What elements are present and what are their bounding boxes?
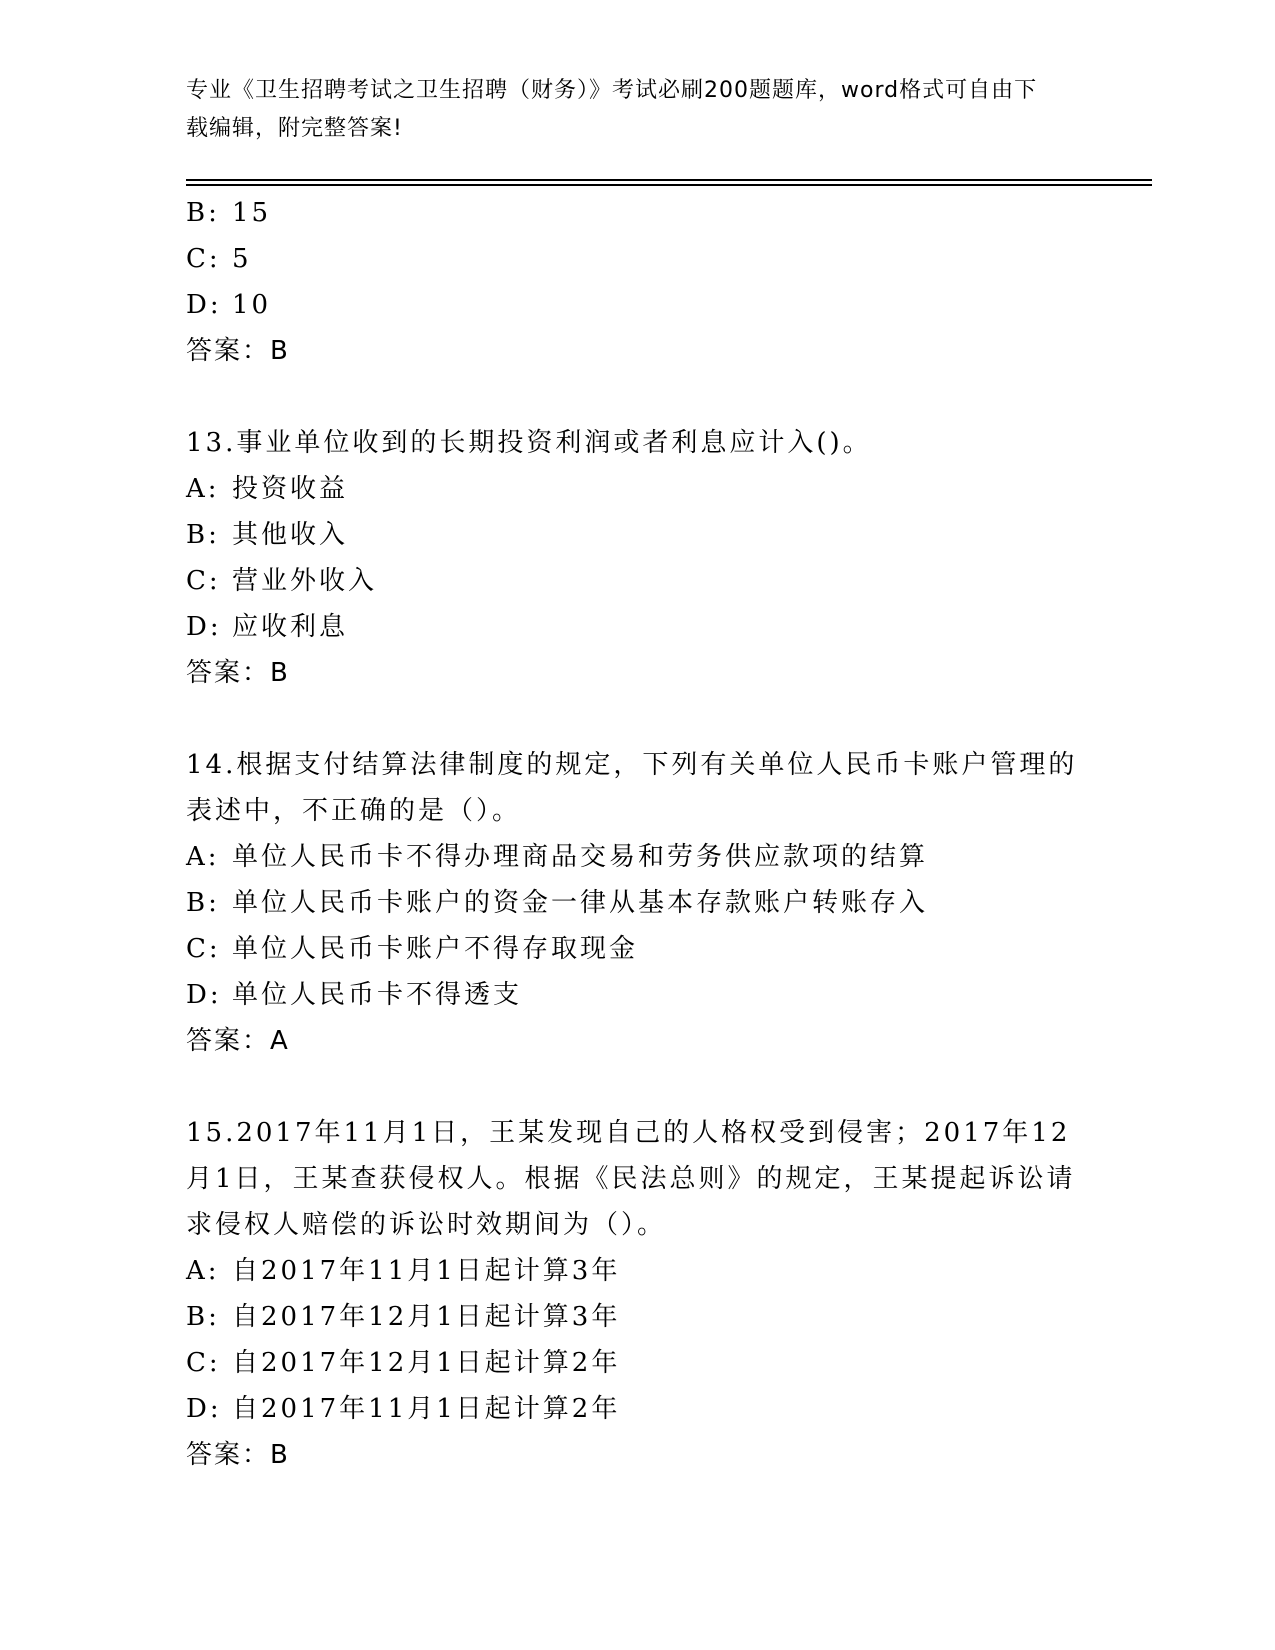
spacer (186, 374, 1086, 420)
question-13 (186, 420, 1086, 696)
question-stem: 15.2017年11月1日，王某发现自己的人格权受到侵害；2017年12月1日，王某查获侵权人。根据《民法总则》的规定，王某提起诉讼请求侵权人赔偿的诉讼时效期间为（）。 (186, 1118, 1076, 1240)
option-b: B: 15 (186, 198, 272, 228)
answer-line: 答案：B (186, 1440, 290, 1470)
question-list (186, 190, 1086, 1478)
option-c: C: 自2017年12月1日起计算2年 (186, 1348, 621, 1378)
option-a: A: 自2017年11月1日起计算3年 (186, 1256, 621, 1286)
answer-line: 答案：A (186, 1026, 290, 1056)
option-c: C: 单位人民币卡账户不得存取现金 (186, 934, 639, 964)
spacer (186, 696, 1086, 742)
question-12-fragment (186, 190, 1086, 374)
document-header (186, 72, 1056, 148)
answer-line: 答案：B (186, 336, 290, 366)
option-b: B: 其他收入 (186, 520, 349, 550)
header-divider-top (186, 179, 1152, 181)
option-b: B: 单位人民币卡账户的资金一律从基本存款账户转账存入 (186, 888, 929, 918)
option-d: D: 应收利息 (186, 612, 349, 642)
option-d: D: 单位人民币卡不得透支 (186, 980, 523, 1010)
option-a: A: 单位人民币卡不得办理商品交易和劳务供应款项的结算 (186, 842, 929, 872)
question-stem: 13.事业单位收到的长期投资利润或者利息应计入()。 (186, 428, 872, 458)
header-title: 专业《卫生招聘考试之卫生招聘（财务）》考试必刷200题题库，word格式可自由下载编辑，附完整答案! (186, 78, 1038, 141)
header-divider-bottom (186, 184, 1152, 186)
option-c: C: 5 (186, 244, 252, 274)
question-15 (186, 1110, 1086, 1478)
spacer (186, 1064, 1086, 1110)
question-14 (186, 742, 1086, 1064)
option-a: A: 投资收益 (186, 474, 349, 504)
question-stem: 14.根据支付结算法律制度的规定，下列有关单位人民币卡账户管理的表述中，不正确的是（）。 (186, 750, 1078, 826)
option-d: D: 10 (186, 290, 272, 320)
answer-line: 答案：B (186, 658, 290, 688)
option-b: B: 自2017年12月1日起计算3年 (186, 1302, 621, 1332)
option-d: D: 自2017年11月1日起计算2年 (186, 1394, 621, 1424)
option-c: C: 营业外收入 (186, 566, 378, 596)
